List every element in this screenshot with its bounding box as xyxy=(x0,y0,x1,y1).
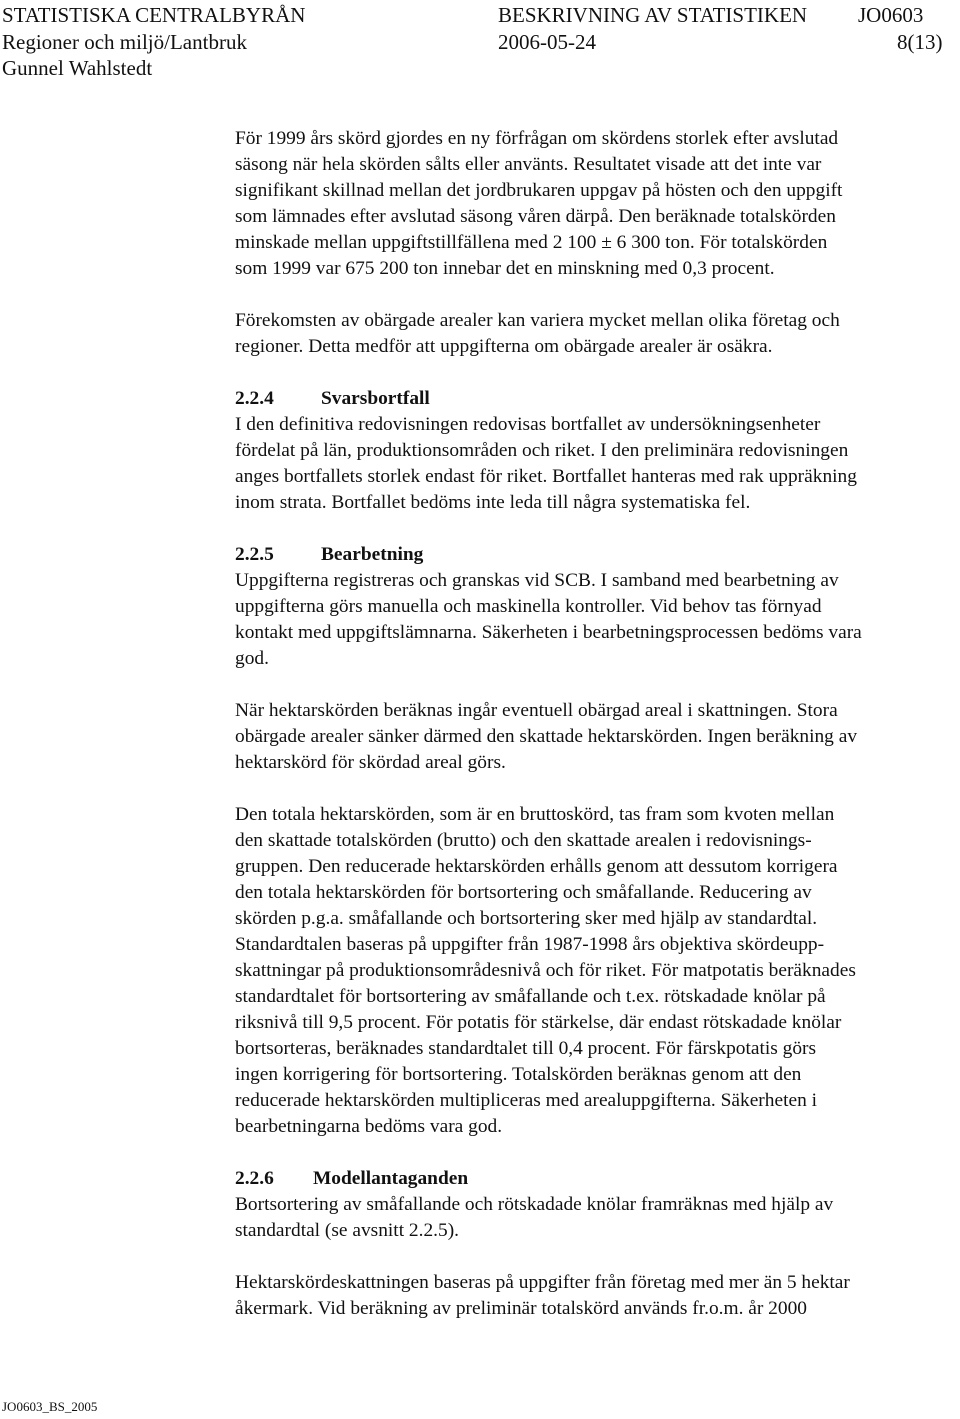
section-2-2-6 xyxy=(235,1166,935,1244)
paragraph-unharvested-areas xyxy=(235,308,935,360)
text-line: obärgade arealer sänker därmed den skattade hektarskörden. Ingen beräkning av xyxy=(235,726,858,747)
department: Regioner och miljö/Lantbruk xyxy=(2,30,247,54)
section-2-2-4 xyxy=(235,386,935,516)
text-line: anges bortfallets storlek endast för riket. Bortfallet hanteras med rak uppräkning xyxy=(235,466,857,487)
text-line: Bortsortering av småfallande och rötskadade knölar framräknas med hjälp av xyxy=(235,1194,834,1215)
section-heading xyxy=(235,1166,935,1192)
text-line: skattningar på produktionsområdesnivå och för riket. För matpotatis beräknades xyxy=(235,960,856,981)
text-line: Förekomsten av obärgade arealer kan variera mycket mellan olika företag och xyxy=(235,310,840,331)
text-line: kontakt med uppgiftslämnarna. Säkerheten i bearbetningsprocessen bedöms vara xyxy=(235,622,862,643)
text-line: hektarskörd för skördad areal görs. xyxy=(235,752,506,773)
text-line: regioner. Detta medför att uppgifterna om obärgade arealer är osäkra. xyxy=(235,336,773,357)
doc-date: 2006-05-24 xyxy=(498,30,596,54)
paragraph-hectare-estimation xyxy=(235,1270,935,1322)
text-line: Uppgifterna registreras och granskas vid SCB. I samband med bearbetning av xyxy=(235,570,839,591)
text-line: inom strata. Bortfallet bedöms inte leda till några systematiska fel. xyxy=(235,492,751,513)
text-line: minskade mellan uppgiftstillfällena med 2 100 ± 6 300 ton. För totalskörden xyxy=(235,232,828,253)
document-body xyxy=(235,126,935,1348)
section-title: Svarsbortfall xyxy=(321,388,430,409)
text-line: som lämnades efter avslutad säsong våren därpå. Den beräknade totalskörden xyxy=(235,206,836,227)
text-line: Standardtalen baseras på uppgifter från 1987-1998 års objektiva skördeupp- xyxy=(235,934,825,955)
text-line: När hektarskörden beräknas ingår eventuell obärgad areal i skattningen. Stora xyxy=(235,700,838,721)
section-number: 2.2.4 xyxy=(235,388,274,409)
text-line: åkermark. Vid beräkning av preliminär totalskörd används fr.o.m. år 2000 xyxy=(235,1298,807,1319)
text-line: standardtal (se avsnitt 2.2.5). xyxy=(235,1220,460,1241)
footer-code: JO0603_BS_2005 xyxy=(2,1399,98,1414)
doc-type: BESKRIVNING AV STATISTIKEN xyxy=(498,3,808,27)
text-line: skörden p.g.a. småfallande och bortsortering sker med hjälp av standardtal. xyxy=(235,908,818,929)
text-line: säsong när hela skörden sålts eller använts. Resultatet visade att det inte var xyxy=(235,154,822,175)
text-line: ingen korrigering för bortsortering. Totalskörden beräknas genom att den xyxy=(235,1064,802,1085)
section-2-2-5 xyxy=(235,542,935,672)
section-number: 2.2.6 xyxy=(235,1168,274,1189)
text-line: som 1999 var 675 200 ton innebar det en minskning med 0,3 procent. xyxy=(235,258,775,279)
text-line: Den totala hektarskörden, som är en bruttoskörd, tas fram som kvoten mellan xyxy=(235,804,835,825)
section-heading xyxy=(235,386,935,412)
paragraph-hectare-yield xyxy=(235,698,935,776)
paragraph-total-hectare-yield xyxy=(235,802,935,1140)
page-number: 8(13) xyxy=(897,30,943,54)
text-line: den skattade totalskörden (brutto) och den skattade arealen i redovisnings- xyxy=(235,830,812,851)
doc-id: JO0603 xyxy=(858,3,924,27)
text-line: fördelat på län, produktionsområden och riket. I den preliminära redovisningen xyxy=(235,440,849,461)
org-name: STATISTISKA CENTRALBYRÅN xyxy=(2,3,306,27)
text-line: signifikant skillnad mellan det jordbrukaren uppgav på hösten och den uppgift xyxy=(235,180,843,201)
section-title: Modellantaganden xyxy=(313,1168,469,1189)
section-title: Bearbetning xyxy=(321,544,424,565)
section-number: 2.2.5 xyxy=(235,544,274,565)
text-line: standardtalet för bortsortering av småfallande och t.ex. rötskadade knölar på xyxy=(235,986,826,1007)
paragraph-harvest-survey xyxy=(235,126,935,282)
text-line: Hektarskördeskattningen baseras på uppgifter från företag med mer än 5 hektar xyxy=(235,1272,850,1293)
text-line: bearbetningarna bedöms vara god. xyxy=(235,1116,503,1137)
text-line: I den definitiva redovisningen redovisas bortfallet av undersökningsenheter xyxy=(235,414,821,435)
section-heading xyxy=(235,542,935,568)
text-line: den totala hektarskörden för bortsortering och småfallande. Reducering av xyxy=(235,882,812,903)
text-line: bortsorteras, beräknades standardtalet till 0,4 procent. För färskpotatis görs xyxy=(235,1038,817,1059)
text-line: För 1999 års skörd gjordes en ny förfrågan om skördens storlek efter avslutad xyxy=(235,128,839,149)
text-line: gruppen. Den reducerade hektarskörden erhålls genom att dessutom korrigera xyxy=(235,856,838,877)
text-line: uppgifterna görs manuella och maskinella kontroller. Vid behov tas förnyad xyxy=(235,596,822,617)
text-line: riksnivå till 9,5 procent. För potatis för stärkelse, där endast rötskadade knölar xyxy=(235,1012,842,1033)
author: Gunnel Wahlstedt xyxy=(2,56,153,80)
text-line: reducerade hektarskörden multipliceras med arealuppgifterna. Säkerheten i xyxy=(235,1090,817,1111)
text-line: god. xyxy=(235,648,269,669)
